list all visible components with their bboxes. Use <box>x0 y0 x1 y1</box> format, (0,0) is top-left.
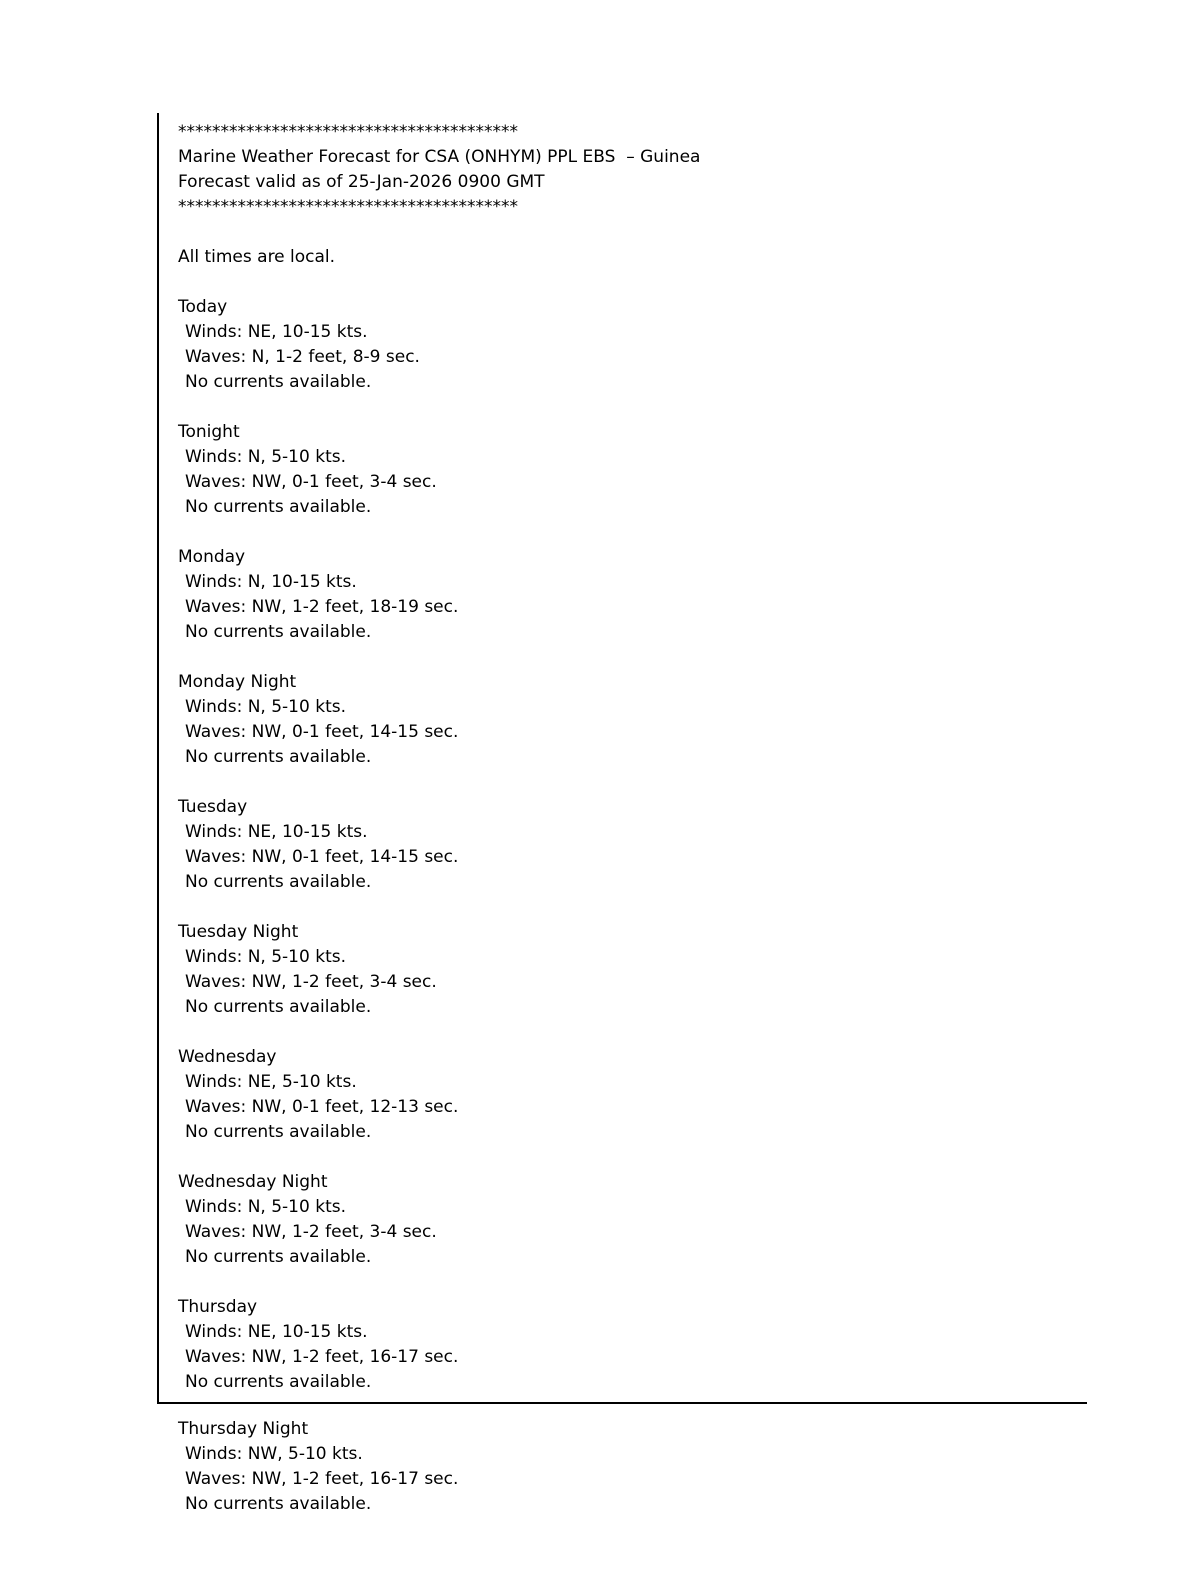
winds-line: Winds: N, 10-15 kts. <box>185 572 357 592</box>
currents-line: No currents available. <box>185 1247 372 1267</box>
day-heading: Today <box>178 297 228 317</box>
forecast-section-today <box>178 295 1087 395</box>
forecast-section-tonight <box>178 420 1087 520</box>
currents-line: No currents available. <box>185 622 372 642</box>
forecast-section-tuesday-night <box>178 920 1087 1020</box>
day-heading: Monday <box>178 547 246 567</box>
waves-line: Waves: NW, 1-2 feet, 18-19 sec. <box>185 597 459 617</box>
currents-line: No currents available. <box>185 997 372 1017</box>
forecast-title: Marine Weather Forecast for CSA (ONHYM) PPL EBS – Guinea <box>178 147 701 167</box>
winds-line: Winds: N, 5-10 kts. <box>185 697 346 717</box>
winds-line: Winds: N, 5-10 kts. <box>185 1197 346 1217</box>
winds-line: Winds: NE, 10-15 kts. <box>185 822 368 842</box>
waves-line: Waves: NW, 1-2 feet, 16-17 sec. <box>185 1347 459 1367</box>
separator-bottom: **************************************** <box>178 197 518 217</box>
separator-top: **************************************** <box>178 122 518 142</box>
winds-line: Winds: NE, 10-15 kts. <box>185 1322 368 1342</box>
spacer <box>178 220 1087 245</box>
forecast-frame <box>157 113 1087 1404</box>
currents-line: No currents available. <box>185 497 372 517</box>
currents-line: No currents available. <box>185 1494 372 1514</box>
day-heading: Tonight <box>178 422 240 442</box>
forecast-section-thursday <box>178 1295 1087 1395</box>
day-heading: Monday Night <box>178 672 297 692</box>
day-heading: Thursday <box>178 1297 258 1317</box>
forecast-section-monday-night <box>178 670 1087 770</box>
forecast-section-wednesday <box>178 1045 1087 1145</box>
waves-line: Waves: NW, 1-2 feet, 3-4 sec. <box>185 972 437 992</box>
waves-line: Waves: NW, 1-2 feet, 3-4 sec. <box>185 1222 437 1242</box>
forecast-section-wednesday-night <box>178 1170 1087 1270</box>
currents-line: No currents available. <box>185 872 372 892</box>
times-note: All times are local. <box>178 247 336 267</box>
waves-line: Waves: NW, 0-1 feet, 14-15 sec. <box>185 847 459 867</box>
winds-line: Winds: NW, 5-10 kts. <box>185 1444 363 1464</box>
day-heading: Wednesday <box>178 1047 277 1067</box>
waves-line: Waves: NW, 0-1 feet, 14-15 sec. <box>185 722 459 742</box>
winds-line: Winds: N, 5-10 kts. <box>185 947 346 967</box>
winds-line: Winds: N, 5-10 kts. <box>185 447 346 467</box>
waves-line: Waves: NW, 1-2 feet, 16-17 sec. <box>185 1469 459 1489</box>
waves-line: Waves: N, 1-2 feet, 8-9 sec. <box>185 347 420 367</box>
forecast-section-thursday-night <box>178 1417 458 1517</box>
currents-line: No currents available. <box>185 1122 372 1142</box>
winds-line: Winds: NE, 5-10 kts. <box>185 1072 357 1092</box>
forecast-valid-line: Forecast valid as of 25-Jan-2026 0900 GMT <box>178 172 545 192</box>
forecast-section-monday <box>178 545 1087 645</box>
day-heading: Tuesday <box>178 797 248 817</box>
forecast-section-tuesday <box>178 795 1087 895</box>
waves-line: Waves: NW, 0-1 feet, 12-13 sec. <box>185 1097 459 1117</box>
currents-line: No currents available. <box>185 1372 372 1392</box>
day-heading: Thursday Night <box>178 1419 309 1439</box>
winds-line: Winds: NE, 10-15 kts. <box>185 322 368 342</box>
day-heading: Wednesday Night <box>178 1172 328 1192</box>
waves-line: Waves: NW, 0-1 feet, 3-4 sec. <box>185 472 437 492</box>
currents-line: No currents available. <box>185 372 372 392</box>
day-heading: Tuesday Night <box>178 922 299 942</box>
currents-line: No currents available. <box>185 747 372 767</box>
